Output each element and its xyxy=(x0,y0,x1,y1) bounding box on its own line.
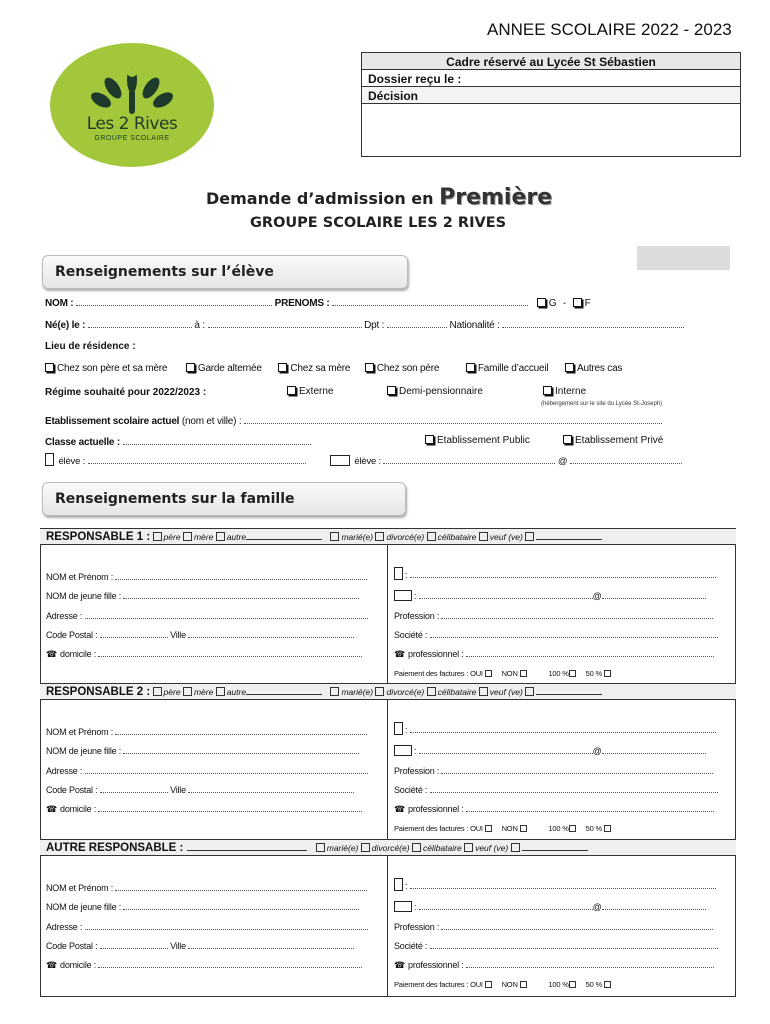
responsible-title: RESPONSABLE 1 : xyxy=(46,531,151,543)
invoice-yes-checkbox[interactable] xyxy=(485,981,492,988)
dpt-label: Dpt : xyxy=(364,320,385,331)
mobile-phone-icon xyxy=(394,878,403,891)
status-widowed-checkbox[interactable] xyxy=(479,687,488,696)
school-suffix: (nom et ville) : xyxy=(181,416,242,427)
city-label: Ville xyxy=(170,785,186,795)
work-phone-label: professionnel : xyxy=(408,804,464,814)
g-label: G xyxy=(548,298,557,309)
title-prefix: Demande d’admission en xyxy=(206,189,434,208)
company-field[interactable] xyxy=(430,784,718,793)
responsible-title-bar xyxy=(40,683,736,700)
status-single-label: célibataire xyxy=(437,687,477,697)
family-section-heading: Renseignements sur la famille xyxy=(42,482,406,516)
city-label: Ville xyxy=(170,941,186,951)
gender-f-checkbox[interactable] xyxy=(573,298,582,307)
invoice-50-label: 50 % xyxy=(585,980,602,989)
residence-alternate-label: Garde alternée xyxy=(197,363,262,374)
public-label: Etablissement Public xyxy=(437,435,530,446)
status-divorced-checkbox[interactable] xyxy=(375,687,384,696)
status-married-label: marié(e) xyxy=(326,843,359,853)
residence-both-checkbox[interactable] xyxy=(45,363,54,372)
prenoms-field[interactable] xyxy=(332,297,528,306)
address-label: Adresse : xyxy=(46,922,83,932)
mobile-colon: : xyxy=(405,881,408,891)
relation-other-checkbox[interactable] xyxy=(216,532,225,541)
status-widowed-checkbox[interactable] xyxy=(464,843,473,852)
nationality-field[interactable] xyxy=(502,319,684,328)
form-subtitle: GROUPE SCOLAIRE LES 2 RIVES xyxy=(250,215,507,231)
email xyxy=(394,745,706,756)
status-married-checkbox[interactable] xyxy=(316,843,325,852)
residence-foster-label: Famille d’accueil xyxy=(477,363,549,374)
relation-father-label: père xyxy=(163,687,181,697)
birthplace-field[interactable] xyxy=(208,319,362,328)
relation-mother-checkbox[interactable] xyxy=(183,532,192,541)
city-label: Ville xyxy=(170,630,186,640)
mobile-field[interactable] xyxy=(410,569,716,578)
row-student-contact xyxy=(45,453,682,467)
maiden-name xyxy=(46,745,359,756)
city-field[interactable] xyxy=(188,784,354,793)
email-at: @ xyxy=(592,746,602,756)
status-widowed-label: veuf (ve) xyxy=(489,687,523,697)
mobile xyxy=(394,567,716,580)
column-divider xyxy=(387,856,388,997)
mobile-colon: : xyxy=(405,570,408,580)
invoice-row xyxy=(394,669,613,678)
phone-icon: ☎ xyxy=(394,960,406,970)
status-single-label: célibataire xyxy=(437,532,477,542)
student-at-sign: @ xyxy=(557,456,568,467)
status-single-checkbox[interactable] xyxy=(412,843,421,852)
status-other-checkbox[interactable] xyxy=(525,532,534,541)
status-single-checkbox[interactable] xyxy=(427,687,436,696)
address-label: Adresse : xyxy=(46,766,83,776)
school-year: ANNEE SCOLAIRE 2022 - 2023 xyxy=(487,20,732,39)
postcode xyxy=(46,784,354,795)
relation-other-field[interactable] xyxy=(246,686,322,695)
invoice-50-label: 50 % xyxy=(585,824,602,833)
email-domain[interactable] xyxy=(602,590,706,599)
residence-options xyxy=(45,363,622,374)
address-field[interactable] xyxy=(85,610,368,619)
residence-other-checkbox[interactable] xyxy=(565,363,574,372)
invoice-50-label: 50 % xyxy=(585,669,602,678)
phone-icon: ☎ xyxy=(394,649,406,659)
postcode-label: Code Postal : xyxy=(46,630,98,640)
home-phone-label: domicile : xyxy=(60,649,97,659)
status-other-checkbox[interactable] xyxy=(511,843,520,852)
status-married-label: marié(e) xyxy=(341,687,374,697)
envelope-icon xyxy=(394,901,412,912)
class-label: Classe actuelle : xyxy=(45,437,120,448)
mobile-field[interactable] xyxy=(410,880,716,889)
work-phone-field[interactable] xyxy=(466,648,714,657)
invoice-label: Paiement des factures : OUI xyxy=(394,980,483,989)
home-phone-field[interactable] xyxy=(98,648,362,657)
grey-block xyxy=(637,246,730,270)
relation-mother-label: mère xyxy=(193,687,214,697)
mobile-phone-icon xyxy=(394,567,403,580)
name-prenom-field[interactable] xyxy=(115,882,367,891)
envelope-icon xyxy=(394,745,412,756)
regime-interne xyxy=(543,386,586,397)
status-widowed-label: veuf (ve) xyxy=(489,532,523,542)
phone-icon: ☎ xyxy=(46,804,58,814)
invoice-100-label: 100 % xyxy=(548,824,569,833)
city-field[interactable] xyxy=(188,940,354,949)
invoice-no-label: NON xyxy=(501,824,518,833)
born-label: Né(e) le : xyxy=(45,320,86,331)
reserved-box xyxy=(361,52,741,157)
responsible-title: AUTRE RESPONSABLE : xyxy=(46,842,184,854)
email-colon: : xyxy=(414,902,417,912)
status-divorced-checkbox[interactable] xyxy=(361,843,370,852)
address-field[interactable] xyxy=(85,921,368,930)
title-level: Première xyxy=(439,185,553,210)
nationality-label: Nationalité : xyxy=(449,320,500,331)
invoice-row xyxy=(394,980,613,989)
envelope-icon xyxy=(394,590,412,601)
profession-label: Profession : xyxy=(394,611,440,621)
address xyxy=(46,765,368,776)
email-field[interactable] xyxy=(419,745,593,754)
student-mail-field[interactable] xyxy=(383,455,555,464)
form-title xyxy=(206,185,552,210)
company-field[interactable] xyxy=(430,940,718,949)
email-colon: : xyxy=(414,591,417,601)
logo-tagline: GROUPE SCOLAIRE xyxy=(94,135,170,142)
profession-label: Profession : xyxy=(394,766,440,776)
row-class xyxy=(45,436,311,448)
name-prenom xyxy=(46,726,367,737)
gender-dash: - xyxy=(562,298,567,309)
status-divorced-label: divorcé(e) xyxy=(386,532,425,542)
regime-externe-checkbox[interactable] xyxy=(287,386,296,395)
status-divorced-checkbox[interactable] xyxy=(375,532,384,541)
postcode-field[interactable] xyxy=(100,629,168,638)
row-birth xyxy=(45,319,684,331)
email-colon: : xyxy=(414,746,417,756)
company-label: Société : xyxy=(394,630,428,640)
envelope-icon xyxy=(330,455,350,466)
work-phone-field[interactable] xyxy=(466,803,714,812)
email-field[interactable] xyxy=(419,901,593,910)
status-single-checkbox[interactable] xyxy=(427,532,436,541)
invoice-100-label: 100 % xyxy=(548,669,569,678)
invoice-no-checkbox[interactable] xyxy=(520,825,527,832)
status-widowed-checkbox[interactable] xyxy=(479,532,488,541)
profession xyxy=(394,610,713,621)
student-mail-label: élève : xyxy=(354,456,381,467)
invoice-50-checkbox[interactable] xyxy=(604,670,611,677)
email-at: @ xyxy=(592,902,602,912)
relation-other-label: autre xyxy=(226,532,247,542)
company-label: Société : xyxy=(394,785,428,795)
relation-other-field[interactable] xyxy=(246,531,322,540)
phone-icon: ☎ xyxy=(46,649,58,659)
school-logo xyxy=(50,42,214,168)
profession xyxy=(394,765,713,776)
relation-other-checkbox[interactable] xyxy=(216,687,225,696)
status-single-label: célibataire xyxy=(422,843,462,853)
school-label: Etablissement scolaire actuel xyxy=(45,416,180,427)
company-field[interactable] xyxy=(430,629,718,638)
residence-both-label: Chez son père et sa mère xyxy=(57,363,168,374)
regime-interne-label: Interne xyxy=(555,386,587,397)
mobile xyxy=(394,878,716,891)
email xyxy=(394,901,706,912)
status-divorced-label: divorcé(e) xyxy=(386,687,425,697)
column-divider xyxy=(387,700,388,839)
maiden-name xyxy=(46,590,359,601)
prenoms-label: PRENOMS : xyxy=(274,298,330,309)
name-prenom-label: NOM et Prénom : xyxy=(46,572,114,582)
gender-g-checkbox[interactable] xyxy=(537,298,546,307)
mobile-field[interactable] xyxy=(410,724,716,733)
home-phone-label: domicile : xyxy=(60,804,97,814)
invoice-100-checkbox[interactable] xyxy=(569,825,576,832)
status-other-field[interactable] xyxy=(536,686,602,695)
company xyxy=(394,940,718,951)
residence-label: Lieu de résidence : xyxy=(45,341,136,352)
postcode-field[interactable] xyxy=(100,784,168,793)
regime-demi-checkbox[interactable] xyxy=(387,386,396,395)
relation-father-label: père xyxy=(163,532,181,542)
status-divorced-label: divorcé(e) xyxy=(371,843,410,853)
relation-father-checkbox[interactable] xyxy=(153,532,162,541)
logo-name: Les 2 Rives xyxy=(86,114,178,134)
other-resp-field[interactable] xyxy=(187,842,307,851)
school-field[interactable] xyxy=(244,415,662,424)
work-phone-field[interactable] xyxy=(466,959,714,968)
invoice-label: Paiement des factures : OUI xyxy=(394,824,483,833)
regime-interne-checkbox[interactable] xyxy=(543,386,552,395)
regime-demi xyxy=(387,386,483,397)
profession-label: Profession : xyxy=(394,922,440,932)
postcode xyxy=(46,940,354,951)
reserved-title: Cadre réservé au Lycée St Sébastien xyxy=(362,53,740,70)
private-checkbox[interactable] xyxy=(563,435,572,444)
profession xyxy=(394,921,713,932)
home-phone xyxy=(46,803,362,815)
responsible-title-bar xyxy=(40,528,736,545)
name-prenom-field[interactable] xyxy=(115,571,367,580)
profession-field[interactable] xyxy=(441,765,713,774)
invoice-no-label: NON xyxy=(501,669,518,678)
status-other-field[interactable] xyxy=(536,531,602,540)
status-married-label: marié(e) xyxy=(341,532,374,542)
student-phone-field[interactable] xyxy=(88,455,306,464)
home-phone-label: domicile : xyxy=(60,960,97,970)
maiden-name-field[interactable] xyxy=(123,590,359,599)
residence-other-label: Autres cas xyxy=(577,363,623,374)
student-section-heading: Renseignements sur l’élève xyxy=(42,255,408,289)
status-married-checkbox[interactable] xyxy=(330,687,339,696)
column-divider xyxy=(387,545,388,683)
student-phone-label: élève : xyxy=(58,456,86,467)
postcode-label: Code Postal : xyxy=(46,941,98,951)
invoice-100-checkbox[interactable] xyxy=(569,981,576,988)
row-name xyxy=(45,297,591,309)
work-phone xyxy=(394,648,714,660)
class-field[interactable] xyxy=(123,436,311,445)
f-label: F xyxy=(584,298,591,309)
home-phone xyxy=(46,959,362,971)
invoice-50-checkbox[interactable] xyxy=(604,981,611,988)
status-married-checkbox[interactable] xyxy=(330,532,339,541)
mobile-colon: : xyxy=(405,725,408,735)
row-school xyxy=(45,415,662,427)
postcode xyxy=(46,629,354,640)
company xyxy=(394,629,718,640)
received-label: Dossier reçu le : xyxy=(362,70,740,87)
maiden-name-label: NOM de jeune fille : xyxy=(46,591,122,601)
residence-mother-checkbox[interactable] xyxy=(278,363,287,372)
private-label: Etablissement Privé xyxy=(575,435,664,446)
residence-mother-label: Chez sa mère xyxy=(290,363,351,374)
decision-label: Décision xyxy=(362,87,740,104)
residence-foster-checkbox[interactable] xyxy=(466,363,475,372)
maiden-name-label: NOM de jeune fille : xyxy=(46,746,122,756)
name-prenom xyxy=(46,882,367,893)
home-phone xyxy=(46,648,362,660)
invoice-label: Paiement des factures : OUI xyxy=(394,669,483,678)
postcode-field[interactable] xyxy=(100,940,168,949)
invoice-no-label: NON xyxy=(501,980,518,989)
mobile-phone-icon xyxy=(45,453,54,466)
relation-mother-label: mère xyxy=(193,532,214,542)
email-at: @ xyxy=(592,591,602,601)
email-field[interactable] xyxy=(419,590,593,599)
invoice-row xyxy=(394,824,613,833)
name-prenom-label: NOM et Prénom : xyxy=(46,883,114,893)
company xyxy=(394,784,718,795)
regime-externe xyxy=(287,386,333,397)
interne-note: (hébergement sur le site du Lycée St-Joseph) xyxy=(541,401,663,407)
invoice-100-label: 100 % xyxy=(548,980,569,989)
name-prenom-field[interactable] xyxy=(115,726,367,735)
mobile-phone-icon xyxy=(394,722,403,735)
regime-externe-label: Externe xyxy=(299,386,334,397)
phone-icon: ☎ xyxy=(394,804,406,814)
address xyxy=(46,610,368,621)
student-mail-domain[interactable] xyxy=(570,455,682,464)
postcode-label: Code Postal : xyxy=(46,785,98,795)
public-checkbox[interactable] xyxy=(425,435,434,444)
email-domain[interactable] xyxy=(602,745,706,754)
maiden-name xyxy=(46,901,359,912)
relation-father-checkbox[interactable] xyxy=(153,687,162,696)
work-phone xyxy=(394,803,714,815)
home-phone-field[interactable] xyxy=(98,959,362,968)
phone-icon: ☎ xyxy=(46,960,58,970)
maiden-name-field[interactable] xyxy=(123,901,359,910)
responsible-title-bar xyxy=(40,839,736,856)
invoice-no-checkbox[interactable] xyxy=(520,981,527,988)
email xyxy=(394,590,706,601)
born-field[interactable] xyxy=(88,319,192,328)
residence-alternate-checkbox[interactable] xyxy=(186,363,195,372)
maiden-name-label: NOM de jeune fille : xyxy=(46,902,122,912)
email-domain[interactable] xyxy=(602,901,706,910)
city-field[interactable] xyxy=(188,629,354,638)
name-prenom-label: NOM et Prénom : xyxy=(46,727,114,737)
at-label: à : xyxy=(194,320,205,331)
company-label: Société : xyxy=(394,941,428,951)
dpt-field[interactable] xyxy=(387,319,447,328)
nom-field[interactable] xyxy=(76,297,272,306)
profession-field[interactable] xyxy=(441,610,713,619)
invoice-no-checkbox[interactable] xyxy=(520,670,527,677)
address xyxy=(46,921,368,932)
invoice-50-checkbox[interactable] xyxy=(604,825,611,832)
status-other-checkbox[interactable] xyxy=(525,687,534,696)
nom-label: NOM : xyxy=(45,298,74,309)
relation-other-label: autre xyxy=(226,687,247,697)
responsible-title: RESPONSABLE 2 : xyxy=(46,686,151,698)
name-prenom xyxy=(46,571,367,582)
private-option xyxy=(563,435,663,446)
invoice-yes-checkbox[interactable] xyxy=(485,670,492,677)
public-option xyxy=(425,435,530,446)
status-other-field[interactable] xyxy=(522,842,588,851)
regime-label: Régime souhaité pour 2022/2023 : xyxy=(45,387,207,398)
work-phone xyxy=(394,959,714,971)
relation-mother-checkbox[interactable] xyxy=(183,687,192,696)
profession-field[interactable] xyxy=(441,921,713,930)
invoice-100-checkbox[interactable] xyxy=(569,670,576,677)
work-phone-label: professionnel : xyxy=(408,649,464,659)
residence-father-checkbox[interactable] xyxy=(365,363,374,372)
address-label: Adresse : xyxy=(46,611,83,621)
maiden-name-field[interactable] xyxy=(123,745,359,754)
invoice-yes-checkbox[interactable] xyxy=(485,825,492,832)
work-phone-label: professionnel : xyxy=(408,960,464,970)
mobile xyxy=(394,722,716,735)
address-field[interactable] xyxy=(85,765,368,774)
regime-demi-label: Demi-pensionnaire xyxy=(399,386,483,397)
home-phone-field[interactable] xyxy=(98,803,362,812)
status-widowed-label: veuf (ve) xyxy=(475,843,509,853)
residence-father-label: Chez son père xyxy=(376,363,440,374)
